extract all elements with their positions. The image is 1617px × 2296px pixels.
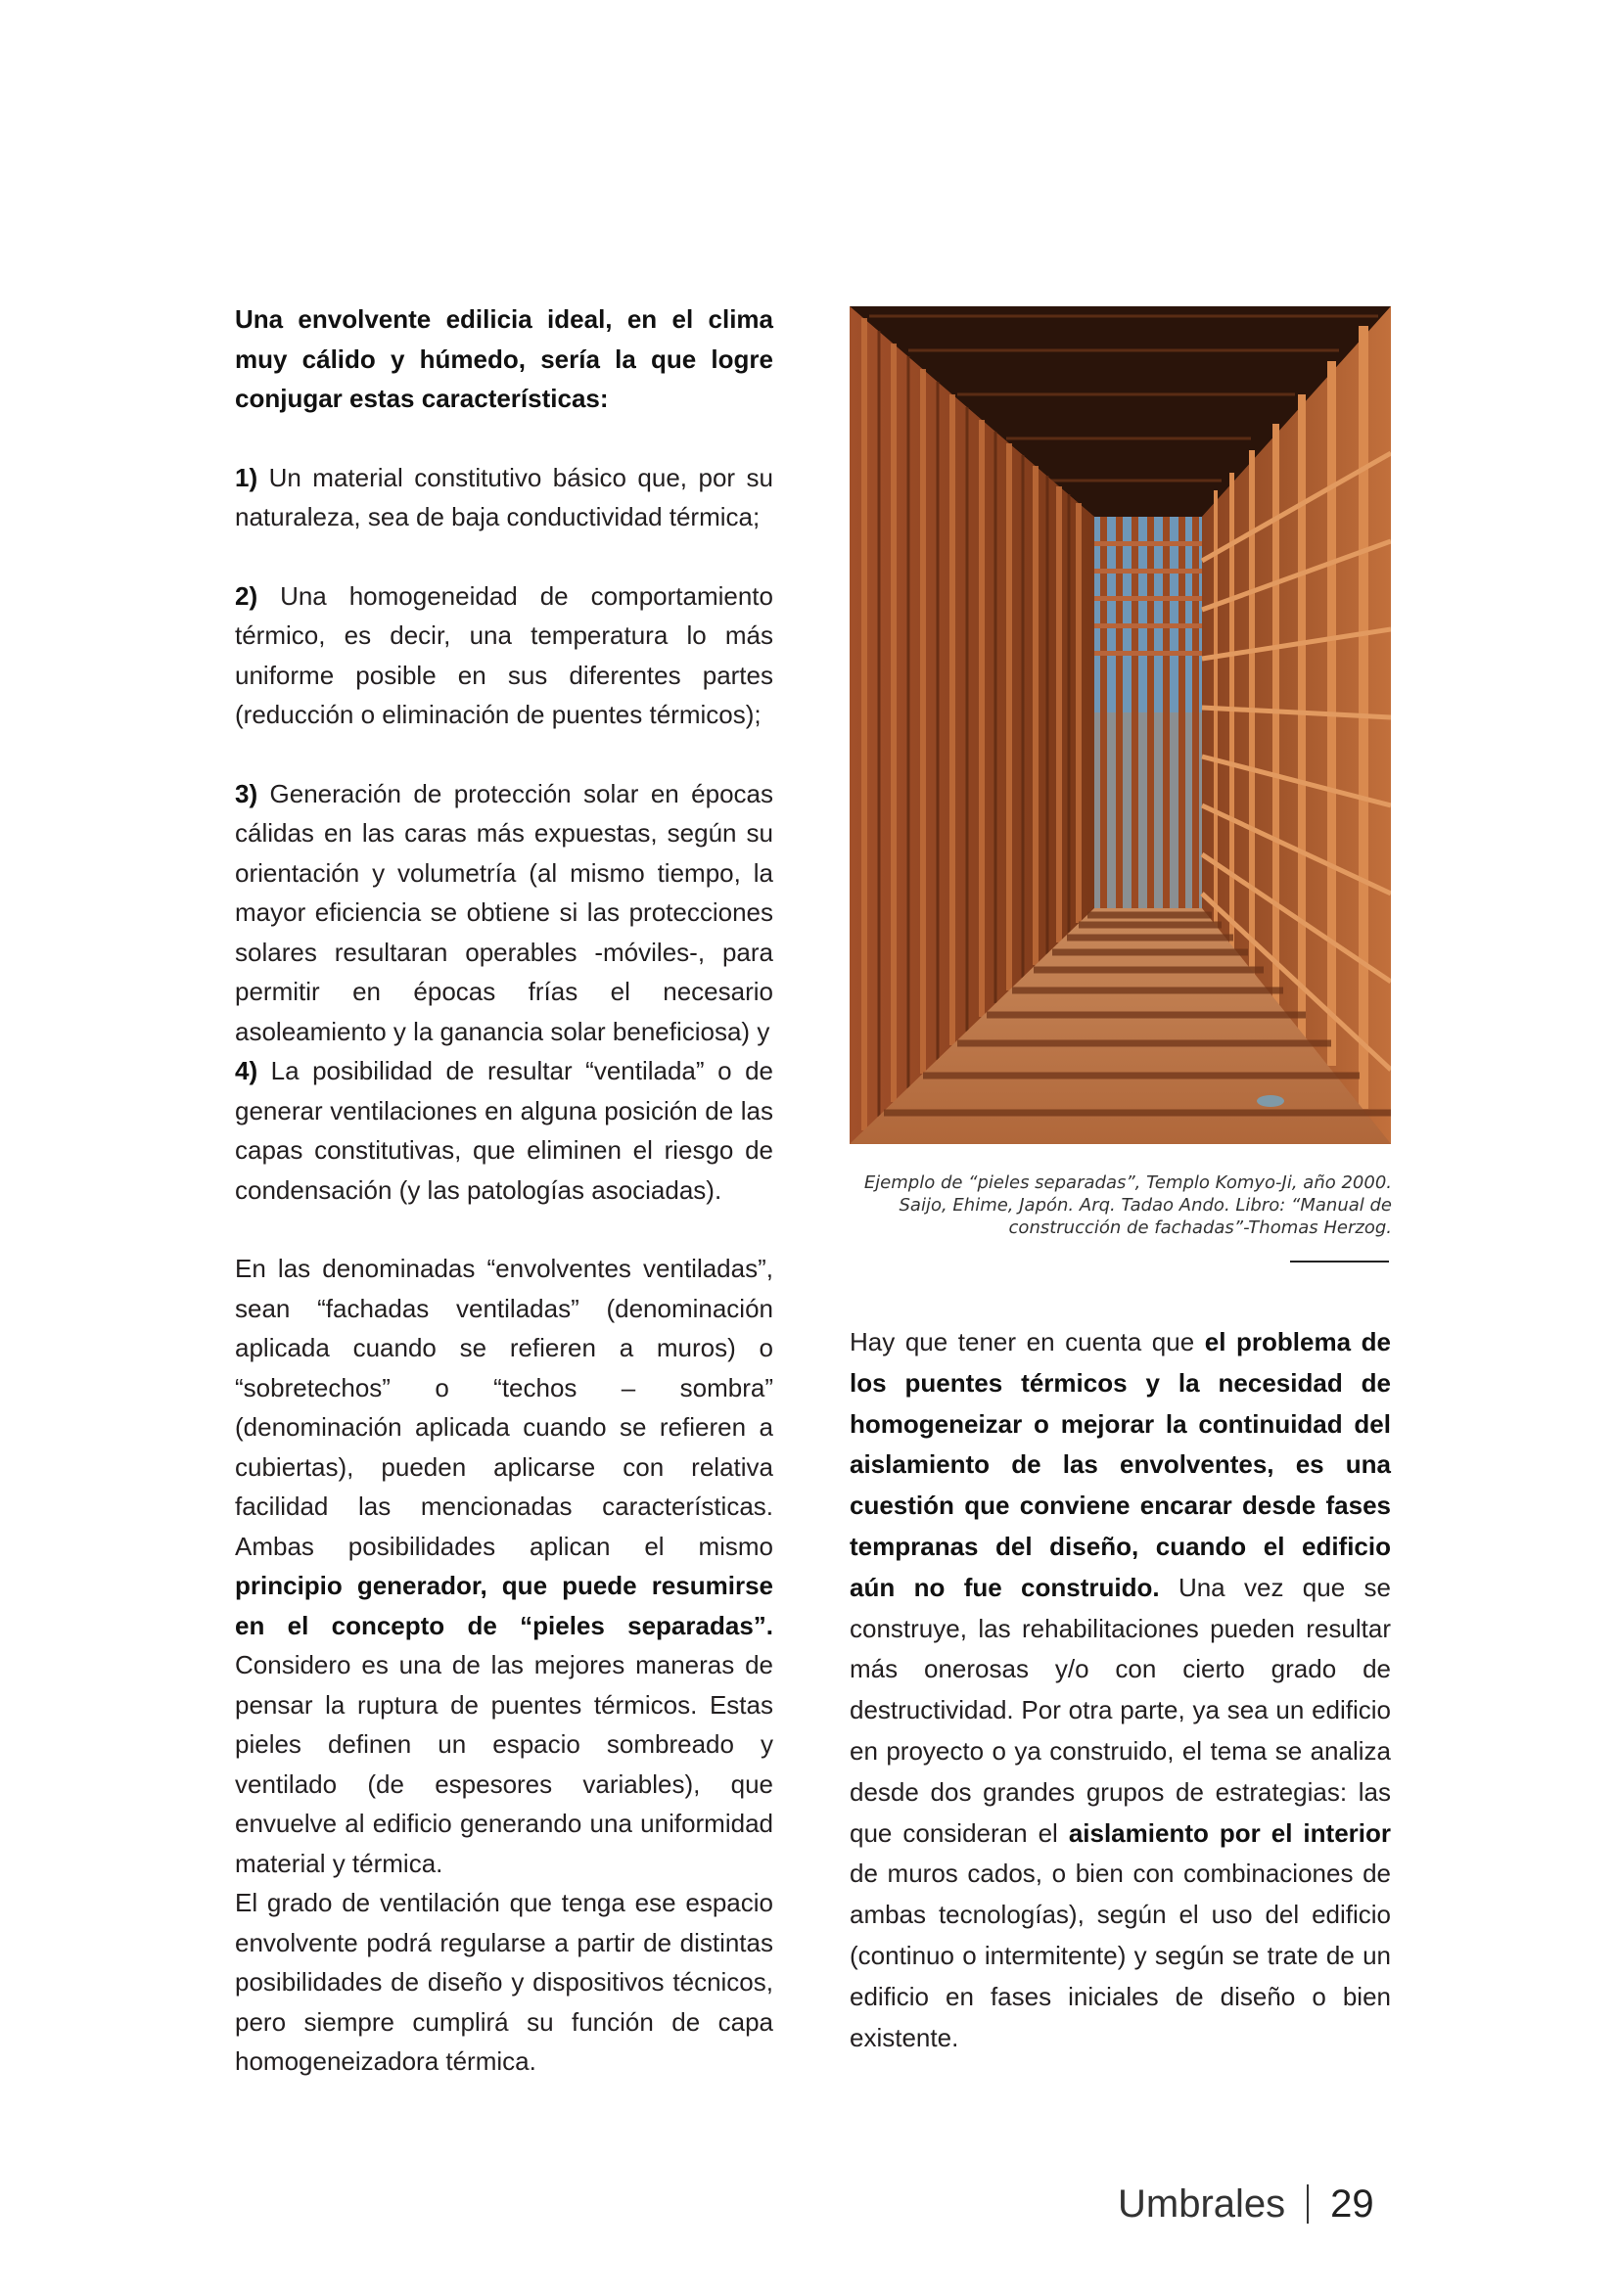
figure-caption: Ejemplo de “pieles separadas”, Templo Komyo-Ji, año 2000. Saijo, Ehime, Japón. Arq. Tadao Ando. Libro: “Manual de construcción de fachadas”-Thomas Herzog. [863, 1172, 1392, 1238]
page-footer [1118, 2175, 1374, 2233]
intro-heading: Una envolvente edilicia ideal, en el clima muy cálido y húmedo, sería la que logre conjugar estas características: [235, 304, 773, 413]
item-1: 1) Un material constitutivo básico que, por su naturaleza, sea de baja conductividad térmica; [235, 462, 773, 531]
wood-corridor-image [850, 306, 1391, 1144]
left-column [235, 299, 773, 2082]
paragraph-puentes-termicos: Hay que tener en cuenta que el problema de los puentes térmicos y la necesidad de homogeneizar o mejorar la continuidad del aislamiento de las envolventes, es una cuestión que conviene encarar desde fases tempranas del diseño, cuando el edificio aún no fue construido. Una vez que se construye, las rehabilitaciones pueden resultar más onerosas y/o con cierto grado de destructividad. Por otra parte, ya sea un edificio en proyecto o ya construido, el tema se analiza desde dos grandes grupos de estrategias: las que consideran el aislamiento por el interior de muros cados, o bien con combinaciones de ambas tecnologías), según el uso del edificio (continuo o intermitente) y según se trate de un edificio en fases iniciales de diseño o bien existente. [850, 1327, 1391, 2052]
temple-photo [850, 306, 1391, 1144]
item-3: 3) Generación de protección solar en épocas cálidas en las caras más expuestas, según su orientación y volumetría (al mismo tiempo, la mayor eficiencia se obtiene si las protecciones solares resultaran operables -móviles-, para permitir en épocas frías el necesario asoleamiento y la ganancia solar beneficiosa) y [235, 778, 773, 1046]
paragraph-ventilacion: El grado de ventilación que tenga ese espacio envolvente podrá regularse a partir de distintas posibilidades de diseño y dispositivos técnicos, pero siempre cumplirá su función de capa homogeneizadora térmica. [235, 1888, 773, 2076]
caption-divider [1290, 1261, 1389, 1263]
item-4: 4) La posibilidad de resultar “ventilada” o de generar ventilaciones en alguna posición de las capas constitutivas, que eliminen el riesgo de condensación (y las patologías asociadas). [235, 1056, 773, 1205]
footer-separator [1307, 2184, 1309, 2224]
paragraph-ventiladas: En las denominadas “envolventes ventiladas”, sean “fachadas ventiladas” (denominación aplicada cuando se refieren a muros) o “sobretechos” o “techos – sombra” (denominación aplicada cuando se refieren a cubiertas), pueden aplicarse con relativa facilidad las mencionadas características. Ambas posibilidades aplican el mismo principio generador, que puede resumirse en el concepto de “pieles separadas”. Considero es una de las mejores maneras de pensar la ruptura de puentes térmicos. Estas pieles definen un espacio sombreado y ventilado (de espesores variables), que envuelve al edificio generando una uniformidad material y térmica. [235, 1254, 773, 1878]
publication-name: Umbrales [1118, 2181, 1286, 2226]
right-column [850, 1322, 1391, 2058]
item-2: 2) Una homogeneidad de comportamiento térmico, es decir, una temperatura lo más uniforme posible en sus diferentes partes (reducción o eliminación de puentes térmicos); [235, 580, 773, 729]
page-number: 29 [1330, 2181, 1374, 2226]
